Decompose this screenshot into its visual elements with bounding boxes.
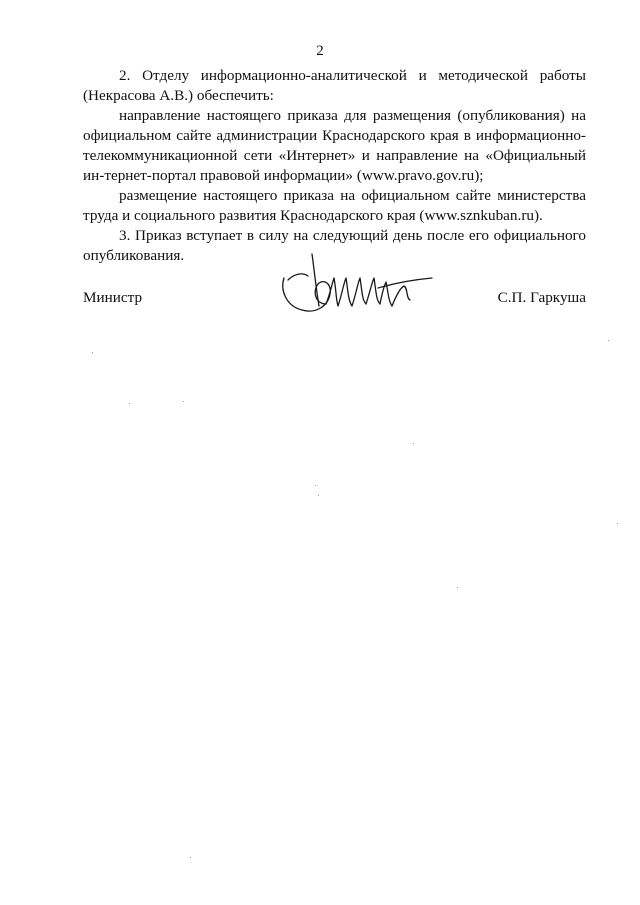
paragraph-publication-pravo: направление настоящего приказа для размещения (опубликования) на официальном сайте администрации Краснодарского края в информационно-телекоммуникационной сети «Интернет» и направление на «Официальный ин-тернет-портал правовой информации» (www.pravo.gov.ru); — [83, 107, 586, 184]
scan-speck — [129, 403, 130, 404]
signer-title: Министр — [83, 289, 143, 306]
scan-speck — [190, 857, 191, 858]
page-number: 2 — [316, 43, 324, 59]
scan-speck — [617, 523, 618, 524]
scan-speck — [318, 495, 319, 496]
document-body — [83, 66, 586, 266]
scan-speck — [413, 443, 414, 444]
scan-speck — [315, 485, 316, 486]
scan-speck — [608, 340, 609, 341]
scan-speck — [92, 352, 93, 353]
paragraph-item-3: 3. Приказ вступает в силу на следующий день после его официального опубликования. — [83, 227, 586, 264]
paragraph-item-2: 2. Отделу информационно-аналитической и методической работы (Некрасова А.В.) обеспечить: — [83, 67, 586, 104]
scan-speck — [183, 401, 184, 402]
handwritten-signature — [272, 248, 442, 323]
signer-name: С.П. Гаркуша — [497, 289, 586, 306]
scan-speck — [457, 587, 458, 588]
paragraph-publication-ministry: размещение настоящего приказа на официальном сайте министерства труда и социального развития Краснодарского края (www.sznkuban.ru). — [83, 187, 586, 224]
